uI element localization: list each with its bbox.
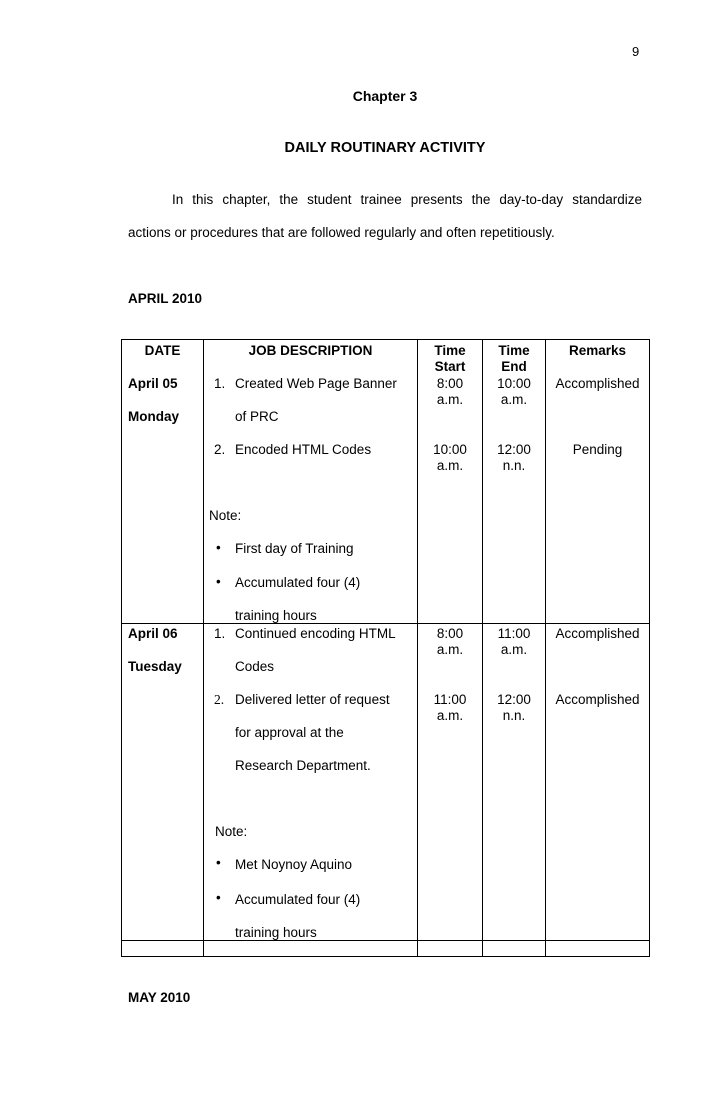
- time-end-period: a.m.: [500, 392, 528, 407]
- time-end-value: 12:00: [497, 692, 531, 707]
- time-start-value: 8:00: [436, 376, 464, 391]
- note-item: First day of Training: [235, 541, 354, 556]
- time-end-value: 12:00: [497, 442, 531, 457]
- note-item-cont: training hours: [235, 925, 317, 940]
- note-item: Accumulated four (4): [235, 575, 361, 590]
- table-border-top: [121, 339, 650, 340]
- task-remark: Accomplished: [555, 376, 640, 391]
- header-time-start-line1: Time: [434, 343, 466, 358]
- bullet-icon: •: [216, 890, 221, 905]
- task-description-cont: of PRC: [235, 409, 279, 424]
- time-end-period: a.m.: [500, 642, 528, 657]
- header-job-description: JOB DESCRIPTION: [248, 343, 373, 358]
- row-day: Monday: [128, 409, 180, 424]
- time-end-value: 10:00: [497, 376, 531, 391]
- note-item: Met Noynoy Aquino: [235, 857, 353, 872]
- time-start: [418, 376, 482, 408]
- time-start-period: a.m.: [436, 642, 464, 657]
- row-date: April 06: [128, 626, 178, 641]
- row-date: April 05: [128, 376, 178, 391]
- header-time-start: [418, 343, 482, 375]
- row-divider: [121, 940, 650, 941]
- note-label: Note:: [215, 824, 248, 839]
- time-end-period: n.n.: [502, 458, 526, 473]
- time-start-period: a.m.: [436, 708, 464, 723]
- month-heading-april: APRIL 2010: [128, 291, 203, 306]
- intro-line-1: In this chapter, the student trainee presents the day-to-day standardize: [172, 192, 642, 207]
- row-divider: [121, 623, 650, 624]
- table-border-bottom: [121, 956, 650, 957]
- task-description-cont: for approval at the: [235, 725, 344, 740]
- page-number: 9: [632, 44, 640, 59]
- task-remark: Accomplished: [555, 692, 640, 707]
- bullet-icon: •: [216, 540, 221, 555]
- task-remark: Accomplished: [555, 626, 640, 641]
- bullet-icon: •: [216, 855, 221, 870]
- time-end-period: n.n.: [502, 708, 526, 723]
- month-heading-may: MAY 2010: [128, 990, 191, 1005]
- task-number: 2.: [214, 442, 226, 457]
- task-number: 1.: [214, 376, 226, 391]
- header-date: DATE: [144, 343, 181, 358]
- row-day: Tuesday: [128, 659, 182, 674]
- task-description: Continued encoding HTML: [235, 626, 396, 641]
- header-remarks: Remarks: [568, 343, 627, 358]
- chapter-title: DAILY ROUTINARY ACTIVITY: [284, 140, 486, 156]
- chapter-heading: Chapter 3: [352, 88, 418, 104]
- time-start-period: a.m.: [436, 458, 464, 473]
- time-start-value: 10:00: [433, 442, 467, 457]
- time-start: [418, 442, 482, 474]
- task-description-cont: Research Department.: [235, 758, 371, 773]
- note-label: Note:: [209, 508, 242, 523]
- column-divider: [203, 339, 204, 957]
- time-end: [483, 442, 545, 474]
- note-item-cont: training hours: [235, 608, 317, 623]
- time-end: [483, 376, 545, 408]
- time-start-period: a.m.: [436, 392, 464, 407]
- time-start: [418, 692, 482, 724]
- time-end: [483, 626, 545, 658]
- task-description: Encoded HTML Codes: [235, 442, 372, 457]
- task-description: Created Web Page Banner: [235, 376, 397, 391]
- time-start: [418, 626, 482, 658]
- time-start-value: 11:00: [433, 692, 467, 707]
- header-time-start-line2: Start: [434, 359, 466, 374]
- header-time-end-line1: Time: [498, 343, 530, 358]
- column-divider: [545, 339, 546, 957]
- header-time-end: [483, 343, 545, 375]
- note-item: Accumulated four (4): [235, 892, 361, 907]
- task-number: 1.: [214, 626, 226, 641]
- task-remark: Pending: [572, 442, 623, 457]
- header-time-end-line2: End: [501, 359, 527, 374]
- task-description-cont: Codes: [235, 659, 275, 674]
- bullet-icon: •: [216, 574, 221, 589]
- time-start-value: 8:00: [436, 626, 464, 641]
- time-end-value: 11:00: [497, 626, 531, 641]
- intro-line-2: actions or procedures that are followed regularly and often repetitiously.: [128, 225, 555, 240]
- task-number: 2.: [214, 692, 225, 707]
- time-end: [483, 692, 545, 724]
- column-divider: [649, 339, 650, 957]
- task-description: Delivered letter of request: [235, 692, 390, 707]
- column-divider: [121, 339, 122, 957]
